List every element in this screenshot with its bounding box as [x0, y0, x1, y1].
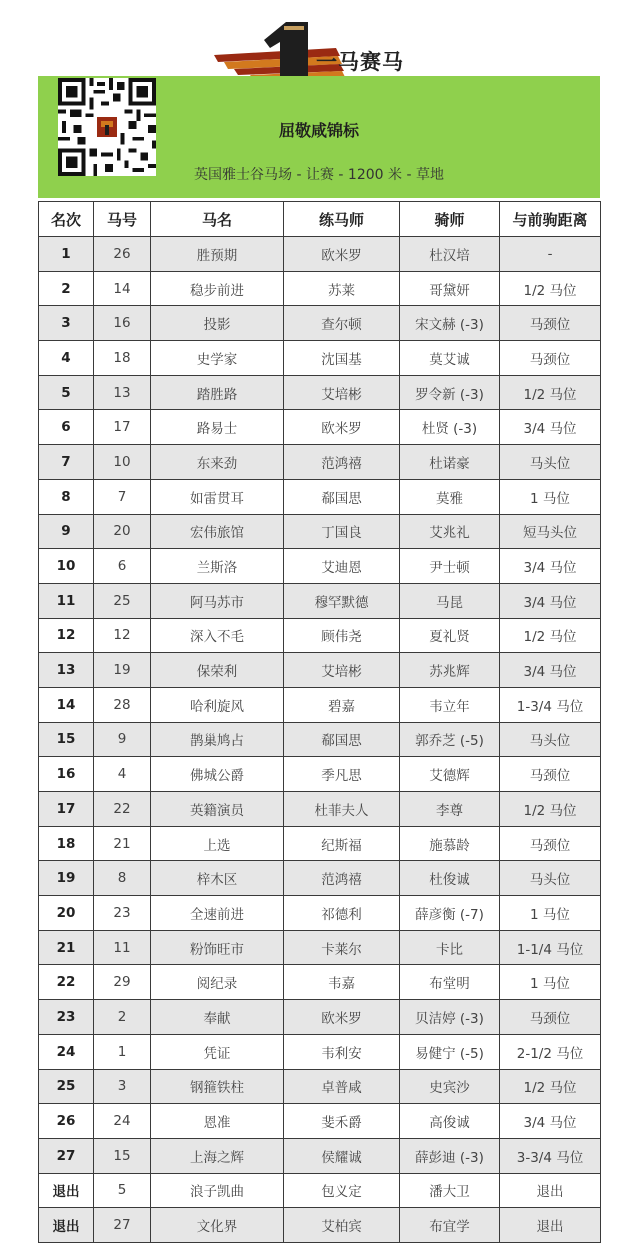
cell-horse-number: 17: [94, 410, 151, 445]
cell-margin: 3/4 马位: [500, 583, 601, 618]
cell-jockey: 尹士顿: [400, 549, 500, 584]
cell-jockey: 卡比: [400, 930, 500, 965]
table-row: [39, 410, 601, 445]
cell-jockey: 艾德辉: [400, 757, 500, 792]
cell-horse-name: 阿马苏市: [151, 583, 284, 618]
cell-horse-number: 12: [94, 618, 151, 653]
cell-rank: 14: [39, 687, 94, 722]
cell-horse-number: 19: [94, 653, 151, 688]
cell-rank: 22: [39, 965, 94, 1000]
cell-jockey: 易健宁 (-5): [400, 1034, 500, 1069]
table-row: [39, 757, 601, 792]
cell-horse-number: 3: [94, 1069, 151, 1104]
cell-rank: 17: [39, 792, 94, 827]
table-row: [39, 1000, 601, 1035]
table-row: [39, 1034, 601, 1069]
header-horse-name: 马名: [151, 202, 284, 237]
cell-horse-number: 28: [94, 687, 151, 722]
cell-trainer: 祁德利: [284, 896, 400, 931]
cell-margin: 马颈位: [500, 1000, 601, 1035]
cell-jockey: 贝洁婷 (-3): [400, 1000, 500, 1035]
cell-rank: 15: [39, 722, 94, 757]
cell-margin: 1/2 马位: [500, 618, 601, 653]
cell-margin: 马颈位: [500, 826, 601, 861]
cell-jockey: 薛彭迪 (-3): [400, 1138, 500, 1173]
cell-jockey: 郭乔芝 (-5): [400, 722, 500, 757]
cell-trainer: 碧嘉: [284, 687, 400, 722]
cell-margin: 1-3/4 马位: [500, 687, 601, 722]
cell-rank: 4: [39, 341, 94, 376]
cell-margin: 马颈位: [500, 341, 601, 376]
logo-brand-text: 一马赛马: [316, 50, 404, 74]
cell-horse-name: 哈利旋风: [151, 687, 284, 722]
table-row: [39, 618, 601, 653]
table-row: [39, 653, 601, 688]
table-row: [39, 1173, 601, 1208]
cell-trainer: 韦利安: [284, 1034, 400, 1069]
cell-rank: 10: [39, 549, 94, 584]
cell-horse-number: 16: [94, 306, 151, 341]
cell-rank: 26: [39, 1104, 94, 1139]
cell-rank: 5: [39, 375, 94, 410]
cell-rank: 12: [39, 618, 94, 653]
cell-margin: 1/2 马位: [500, 792, 601, 827]
table-row: [39, 583, 601, 618]
cell-rank: 19: [39, 861, 94, 896]
cell-horse-name: 深入不毛: [151, 618, 284, 653]
table-row: [39, 930, 601, 965]
race-title: 屈敬咸锦标: [278, 121, 359, 140]
cell-horse-number: 22: [94, 792, 151, 827]
cell-horse-number: 7: [94, 479, 151, 514]
cell-trainer: 苏莱: [284, 271, 400, 306]
cell-horse-name: 如雷贯耳: [151, 479, 284, 514]
cell-rank: 13: [39, 653, 94, 688]
cell-horse-name: 浪子凯曲: [151, 1173, 284, 1208]
cell-horse-number: 15: [94, 1138, 151, 1173]
cell-horse-name: 保荣利: [151, 653, 284, 688]
table-row: [39, 375, 601, 410]
cell-horse-number: 11: [94, 930, 151, 965]
cell-trainer: 郗国思: [284, 722, 400, 757]
cell-horse-number: 8: [94, 861, 151, 896]
cell-jockey: 布宜学: [400, 1208, 500, 1243]
cell-trainer: 艾柏宾: [284, 1208, 400, 1243]
cell-trainer: 艾培彬: [284, 375, 400, 410]
cell-horse-name: 钢箍铁柱: [151, 1069, 284, 1104]
cell-horse-number: 1: [94, 1034, 151, 1069]
cell-jockey: 杜诺豪: [400, 445, 500, 480]
cell-jockey: 韦立年: [400, 687, 500, 722]
cell-horse-number: 20: [94, 514, 151, 549]
cell-trainer: 欧米罗: [284, 1000, 400, 1035]
cell-horse-name: 上选: [151, 826, 284, 861]
cell-horse-name: 东来劲: [151, 445, 284, 480]
cell-margin: 3/4 马位: [500, 1104, 601, 1139]
results-body: [39, 237, 601, 1243]
cell-horse-name: 踏胜路: [151, 375, 284, 410]
cell-rank: 9: [39, 514, 94, 549]
cell-rank: 2: [39, 271, 94, 306]
cell-horse-number: 29: [94, 965, 151, 1000]
cell-rank: 退出: [39, 1208, 94, 1243]
cell-rank: 3: [39, 306, 94, 341]
cell-rank: 21: [39, 930, 94, 965]
table-row: [39, 965, 601, 1000]
cell-horse-name: 全速前进: [151, 896, 284, 931]
cell-margin: 1/2 马位: [500, 271, 601, 306]
cell-trainer: 杜菲夫人: [284, 792, 400, 827]
cell-horse-name: 恩准: [151, 1104, 284, 1139]
table-row: [39, 722, 601, 757]
cell-rank: 20: [39, 896, 94, 931]
cell-rank: 18: [39, 826, 94, 861]
cell-jockey: 布堂明: [400, 965, 500, 1000]
cell-margin: 马头位: [500, 722, 601, 757]
cell-horse-name: 史学家: [151, 341, 284, 376]
cell-jockey: 莫艾诚: [400, 341, 500, 376]
table-row: [39, 687, 601, 722]
cell-trainer: 纪斯福: [284, 826, 400, 861]
cell-margin: 1/2 马位: [500, 375, 601, 410]
cell-margin: 马头位: [500, 445, 601, 480]
cell-horse-name: 英籍演员: [151, 792, 284, 827]
cell-trainer: 欧米罗: [284, 410, 400, 445]
cell-margin: 2-1/2 马位: [500, 1034, 601, 1069]
cell-horse-name: 稳步前进: [151, 271, 284, 306]
cell-trainer: 沈国基: [284, 341, 400, 376]
cell-trainer: 顾伟尧: [284, 618, 400, 653]
cell-margin: 1 马位: [500, 965, 601, 1000]
cell-horse-number: 24: [94, 1104, 151, 1139]
cell-margin: 马颈位: [500, 306, 601, 341]
table-header-row: [39, 202, 601, 237]
cell-horse-number: 13: [94, 375, 151, 410]
cell-trainer: 郗国思: [284, 479, 400, 514]
cell-rank: 23: [39, 1000, 94, 1035]
cell-jockey: 苏兆辉: [400, 653, 500, 688]
cell-trainer: 斐禾爵: [284, 1104, 400, 1139]
cell-horse-name: 奉献: [151, 1000, 284, 1035]
table-row: [39, 549, 601, 584]
cell-jockey: 杜汉培: [400, 237, 500, 272]
cell-rank: 25: [39, 1069, 94, 1104]
cell-trainer: 艾培彬: [284, 653, 400, 688]
cell-horse-name: 阅纪录: [151, 965, 284, 1000]
cell-jockey: 马昆: [400, 583, 500, 618]
table-row: [39, 306, 601, 341]
cell-horse-name: 兰斯洛: [151, 549, 284, 584]
header-rank: 名次: [39, 202, 94, 237]
cell-jockey: 宋文赫 (-3): [400, 306, 500, 341]
cell-trainer: 韦嘉: [284, 965, 400, 1000]
cell-margin: -: [500, 237, 601, 272]
cell-horse-number: 5: [94, 1173, 151, 1208]
cell-trainer: 卡莱尔: [284, 930, 400, 965]
results-table: [38, 201, 601, 1243]
cell-horse-name: 梓木区: [151, 861, 284, 896]
cell-trainer: 范鸿禧: [284, 445, 400, 480]
cell-trainer: 侯耀诚: [284, 1138, 400, 1173]
cell-horse-number: 26: [94, 237, 151, 272]
cell-margin: 马颈位: [500, 757, 601, 792]
cell-jockey: 罗令新 (-3): [400, 375, 500, 410]
header-jockey: 骑师: [400, 202, 500, 237]
cell-jockey: 莫雅: [400, 479, 500, 514]
cell-margin: 退出: [500, 1208, 601, 1243]
cell-jockey: 夏礼贤: [400, 618, 500, 653]
cell-horse-name: 宏伟旅馆: [151, 514, 284, 549]
cell-jockey: 薛彦衡 (-7): [400, 896, 500, 931]
cell-horse-name: 上海之辉: [151, 1138, 284, 1173]
cell-horse-number: 2: [94, 1000, 151, 1035]
table-row: [39, 445, 601, 480]
cell-trainer: 卓普咸: [284, 1069, 400, 1104]
header-trainer: 练马师: [284, 202, 400, 237]
cell-jockey: 施慕龄: [400, 826, 500, 861]
table-row: [39, 341, 601, 376]
cell-horse-number: 10: [94, 445, 151, 480]
cell-trainer: 查尔顿: [284, 306, 400, 341]
cell-margin: 1 马位: [500, 896, 601, 931]
cell-trainer: 丁国良: [284, 514, 400, 549]
cell-horse-number: 14: [94, 271, 151, 306]
table-row: [39, 1138, 601, 1173]
cell-rank: 退出: [39, 1173, 94, 1208]
cell-jockey: 李尊: [400, 792, 500, 827]
cell-horse-number: 27: [94, 1208, 151, 1243]
header-horse-number: 马号: [94, 202, 151, 237]
cell-trainer: 季凡思: [284, 757, 400, 792]
table-row: [39, 479, 601, 514]
cell-jockey: 史宾沙: [400, 1069, 500, 1104]
cell-rank: 16: [39, 757, 94, 792]
cell-horse-number: 21: [94, 826, 151, 861]
cell-horse-number: 23: [94, 896, 151, 931]
cell-margin: 马头位: [500, 861, 601, 896]
cell-rank: 6: [39, 410, 94, 445]
cell-horse-number: 9: [94, 722, 151, 757]
cell-rank: 8: [39, 479, 94, 514]
cell-jockey: 潘大卫: [400, 1173, 500, 1208]
cell-margin: 1 马位: [500, 479, 601, 514]
table-row: [39, 271, 601, 306]
cell-trainer: 包义定: [284, 1173, 400, 1208]
cell-jockey: 杜贤 (-3): [400, 410, 500, 445]
header-margin: 与前驹距离: [500, 202, 601, 237]
table-row: [39, 826, 601, 861]
cell-horse-name: 路易士: [151, 410, 284, 445]
cell-horse-number: 18: [94, 341, 151, 376]
cell-margin: 1/2 马位: [500, 1069, 601, 1104]
cell-horse-name: 凭证: [151, 1034, 284, 1069]
race-banner: [38, 76, 600, 198]
table-row: [39, 514, 601, 549]
cell-trainer: 穆罕默德: [284, 583, 400, 618]
cell-rank: 1: [39, 237, 94, 272]
cell-margin: 1-1/4 马位: [500, 930, 601, 965]
cell-horse-name: 文化界: [151, 1208, 284, 1243]
cell-horse-name: 胜预期: [151, 237, 284, 272]
cell-margin: 短马头位: [500, 514, 601, 549]
cell-horse-name: 投影: [151, 306, 284, 341]
cell-rank: 24: [39, 1034, 94, 1069]
cell-trainer: 欧米罗: [284, 237, 400, 272]
cell-rank: 27: [39, 1138, 94, 1173]
cell-rank: 7: [39, 445, 94, 480]
cell-horse-name: 粉饰旺市: [151, 930, 284, 965]
table-row: [39, 861, 601, 896]
cell-horse-number: 4: [94, 757, 151, 792]
cell-jockey: 高俊诚: [400, 1104, 500, 1139]
cell-trainer: 艾迪恩: [284, 549, 400, 584]
race-subtitle: 英国雅士谷马场 - 让赛 - 1200 米 - 草地: [194, 167, 444, 183]
table-row: [39, 792, 601, 827]
cell-rank: 11: [39, 583, 94, 618]
table-row: [39, 1208, 601, 1243]
cell-jockey: 哥黛妍: [400, 271, 500, 306]
cell-margin: 3/4 马位: [500, 410, 601, 445]
cell-jockey: 杜俊诚: [400, 861, 500, 896]
cell-margin: 3/4 马位: [500, 653, 601, 688]
cell-jockey: 艾兆礼: [400, 514, 500, 549]
cell-horse-number: 6: [94, 549, 151, 584]
table-row: [39, 1069, 601, 1104]
cell-horse-number: 25: [94, 583, 151, 618]
table-row: [39, 896, 601, 931]
table-row: [39, 237, 601, 272]
cell-margin: 3-3/4 马位: [500, 1138, 601, 1173]
table-row: [39, 1104, 601, 1139]
cell-horse-name: 佛城公爵: [151, 757, 284, 792]
cell-horse-name: 鹊巢鸠占: [151, 722, 284, 757]
cell-margin: 3/4 马位: [500, 549, 601, 584]
cell-margin: 退出: [500, 1173, 601, 1208]
cell-trainer: 范鸿禧: [284, 861, 400, 896]
